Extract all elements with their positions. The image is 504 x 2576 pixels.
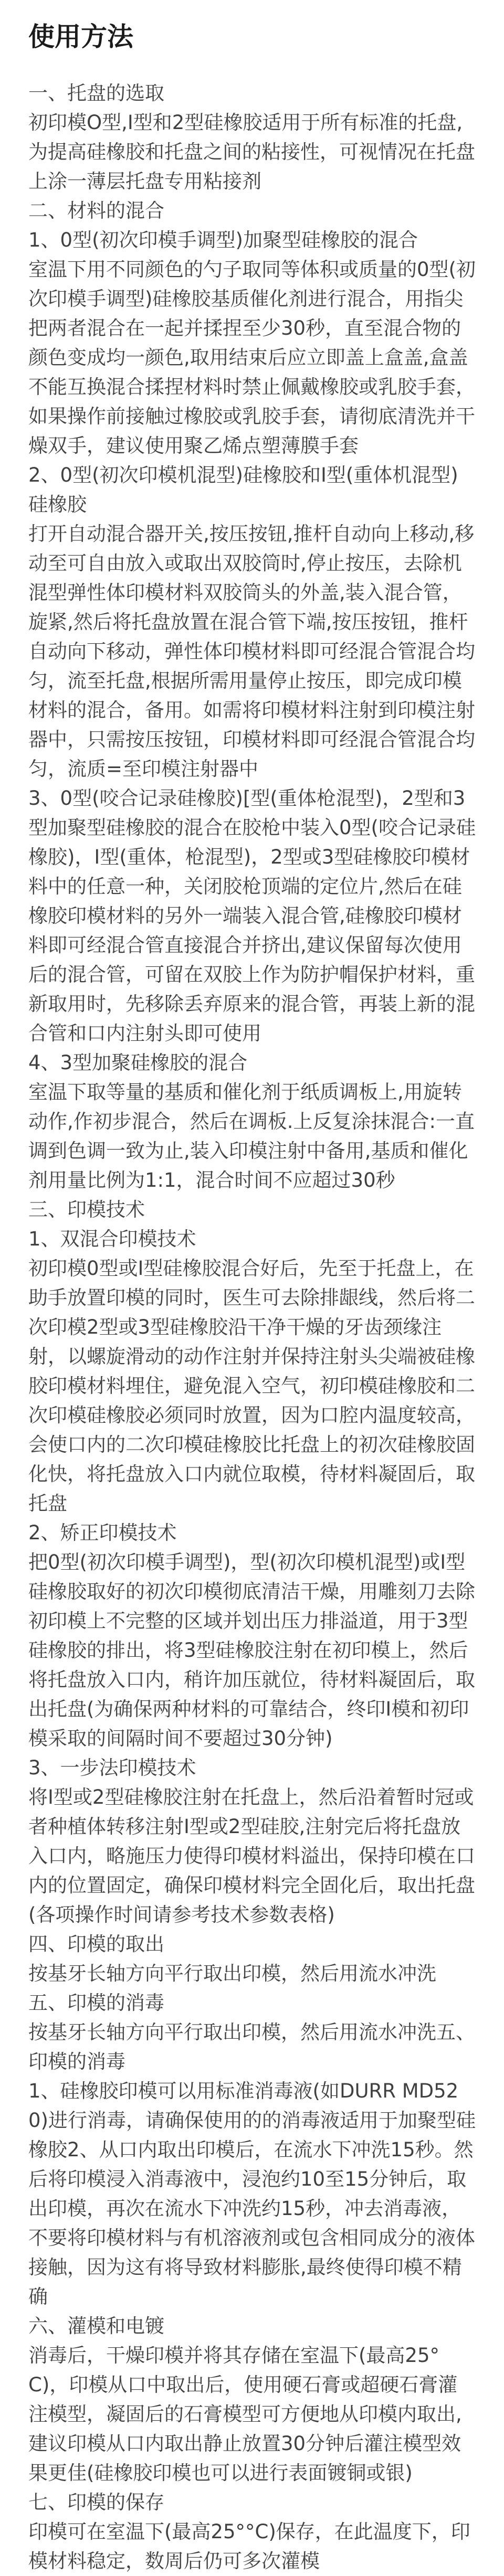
- paragraph-removal: 按基牙长轴方向平行取出印模，然后用流水冲洗: [28, 1962, 436, 1985]
- paragraph-type0-hand: 室温下用不同颜色的勺子取同等体积或质量的0型(初次印模手调型)硅橡胶基质催化剂进行混合，用指尖把两者混合在一起并揉捏至少30秒，直至混合物的颜色变成均一颜色,取用结束后应立即盖上盒盖,盒盖不能互换混合揉捏材料时禁止佩戴橡胶或乳胶手套，如果操作前接触过橡胶或乳胶手套，请彻底清洗并干燥双手，建议使用聚乙烯点塑薄膜手套: [28, 258, 476, 457]
- paragraph-one-step: 将I型或2型硅橡胶注射在托盘上，然后沿着暂时冠或者种植体转移注射I型或2型硅胶,注射完后将托盘放入口内，略施压力使得印模材料溢出，保持印模在口内的位置固定，确保印模材料完全固化后，取出托盘(各项操作时间请参考技术参数表格): [28, 1786, 475, 1926]
- paragraph-disinfection: 1、硅橡胶印模可以用标准消毒液(如DURR MD520)进行消毒，请确保使用的的消毒液适用于加聚型硅橡胶2、从口内取出印模后，在流水下冲洗15秒。然后将印模浸入消毒液中，浸泡约10至15分钟后，取出印模，再次在流水下冲洗约15秒，冲去消毒液，不要将印模材料与有机溶液剂或包含相同成分的液体接触，因为这有将导致材料膨胀,最终使得印模不精确: [28, 2080, 476, 2308]
- section-heading-storage: 七、印模的保存: [28, 2491, 164, 2514]
- subheading-double-mix: 1、双混合印模技术: [28, 1228, 196, 1250]
- section-heading-technique: 三、印模技术: [28, 1198, 145, 1221]
- section-heading-removal: 四、印模的取出: [28, 1933, 164, 1955]
- paragraph-tray: 初印模O型,I型和2型硅橡胶适用于所有标准的托盘,为提高硅橡胶和托盘之间的粘接性，可视情况在托盘上涂一薄层托盘专用粘接剂: [28, 111, 475, 193]
- paragraph-disinfection-intro: 按基牙长轴方向平行取出印模，然后用流水冲洗五、印模的消毒: [28, 2021, 475, 2073]
- section-heading-disinfection: 五、印模的消毒: [28, 1992, 164, 2014]
- subheading-one-step: 3、一步法印模技术: [28, 1757, 196, 1779]
- subheading-correction: 2、矫正印模技术: [28, 1521, 177, 1544]
- paragraph-double-mix: 初印模0型或I型硅橡胶混合好后，先至于托盘上，在助手放置印模的同时，医生可去除排龈线，然后将二次印模2型或3型硅橡胶沿干净干燥的牙齿颈缘注射，以螺旋滑动的动作注射并保持注射头尖端被硅橡胶印模材料埋住，避免混入空气，初印模硅橡胶和二次印模硅橡胶必须同时放置，因为口腔内温度较高，会使口内的二次印模硅橡胶比托盘上的初次硅橡胶固化快，将托盘放入口内就位取模，待材料凝固后，取托盘: [28, 1257, 475, 1515]
- section-heading-mixing: 二、材料的混合: [28, 199, 164, 222]
- page-title: 使用方法: [28, 22, 133, 52]
- instruction-body: [28, 79, 476, 2576]
- paragraph-gun-mix: 3、0型(咬合记录硅橡胶)[型(重体枪混型)，2型和3型加聚型硅橡胶的混合在胶枪中装入0型(咬合记录硅橡胶)，I型(重体，枪混型)，2型或3型硅橡胶印模材料中的任意一种，关闭胶枪顶端的定位片,然后在硅橡胶印模材料的另外一端装入混合管,硅橡胶印模材料即可经混合管直接混合并挤出,建议保留每次使用后的混合管，可留在双胶上作为防护帽保护材料，重新取用时，先移除丢弃原来的混合管，再装上新的混合管和口内注射头即可使用: [28, 787, 476, 1045]
- paragraph-storage: 印模可在室温下(最高25°°C)保存，在此温度下，印模材料稳定，数周后仍可多次灌模: [28, 2520, 470, 2572]
- section-heading-tray: 一、托盘的选取: [28, 82, 164, 104]
- subheading-machine-mix: 2、0型(初次印模机混型)硅橡胶和I型(重体机混型)硅橡胶: [28, 464, 458, 516]
- paragraph-correction: 把0型(初次印模手调型)，型(初次印模机混型)或I型硅橡胶取好的初次印模彻底清洁干燥，用雕刻刀去除初印模上不完整的区域并划出压力排溢道，用于3型硅橡胶的排出，将3型硅橡胶注射在初印模上，然后将托盘放入口内，稍许加压就位，待材料凝固后，取出托盘(为确保两种材料的可靠结合，终印I模和初印模采取的间隔时间不要超过30分钟): [28, 1551, 475, 1750]
- paragraph-type3-mix: 室温下取等量的基质和催化剂于纸质调板上,用旋转动作,作初步混合，然后在调板.上反复涂抹混合:一直调到色调一致为止,装入印模注射中备用,基质和催化剂用量比例为1:1，混合时间不应超过30秒: [28, 1081, 475, 1191]
- paragraph-casting: 消毒后，干燥印模并将其存储在室温下(最高25°C)，印模从口中取出后，使用硬石膏或超硬石膏灌注模型，凝固后的石膏模型可方便地从印模内取出,建议印模从口内取出静止放置30分钟后灌注模型效果更佳(硅橡胶印模也可以进行表面镀铜或银): [28, 2344, 462, 2484]
- subheading-type3-mix: 4、3型加聚硅橡胶的混合: [28, 1051, 248, 1074]
- section-heading-casting: 六、灌模和电镀: [28, 2315, 164, 2337]
- paragraph-machine-mix: 打开自动混合器开关,按压按钮,推杆自动向上移动,移动至可自由放入或取出双胶筒时,停止按压，去除机混型弹性体印模材料双胶筒头的外盖,装入混合管，旋紧,然后将托盘放置在混合管下端,按压按钮，推杆自动向下移动，弹性体印模材料即可经混合管混合均匀，流至托盘,根据所需用量停止按压，即完成印模材料的混合，备用。如需将印模材料注射到印模注射器中，只需按压按钮，印模材料即可经混合管混合均匀，流质=至印模注射器中: [28, 523, 475, 780]
- subheading-type0-hand: 1、0型(初次印模手调型)加聚型硅橡胶的混合: [28, 229, 418, 251]
